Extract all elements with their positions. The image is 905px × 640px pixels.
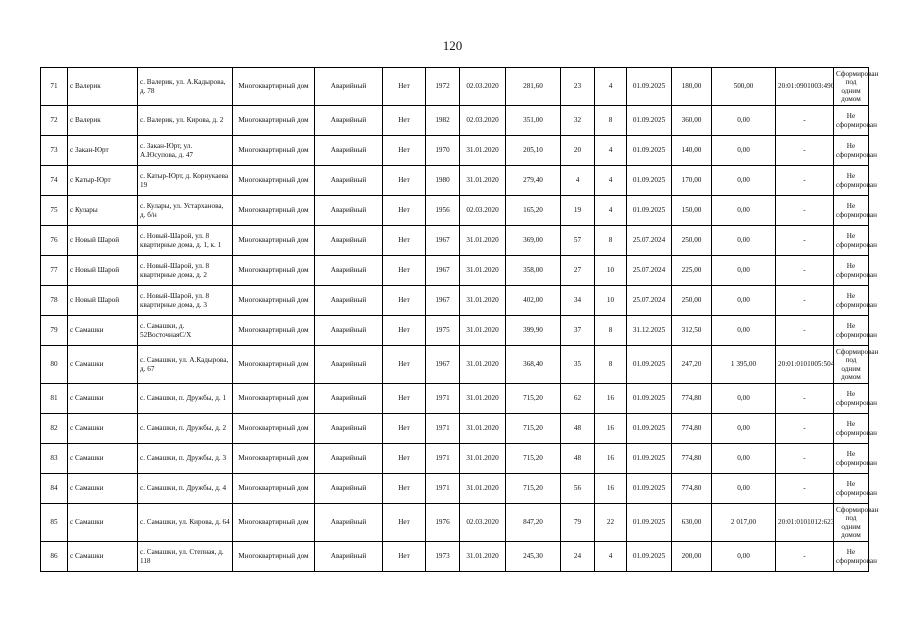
- row-number-cell: 84: [41, 474, 68, 504]
- flag-cell: Нет: [383, 286, 426, 316]
- value-2-cell: 0,00: [712, 316, 776, 346]
- year-built-cell: 1975: [426, 316, 460, 346]
- address-cell: с. Закан-Юрт, ул. А.Юсупова, д. 47: [138, 136, 233, 166]
- units-cell: 16: [595, 414, 627, 444]
- page-number: 120: [442, 38, 463, 53]
- year-built-cell: 1967: [426, 346, 460, 384]
- resettlement-date-cell: 01.09.2025: [627, 504, 672, 542]
- recognition-date-cell: 31.01.2020: [460, 474, 506, 504]
- table-row: [41, 384, 869, 414]
- address-cell: с. Самашки, ул. Степная, д. 118: [138, 542, 233, 572]
- area-cell: 245,30: [506, 542, 561, 572]
- row-number-cell: 73: [41, 136, 68, 166]
- status-cell: Аварийный: [315, 504, 383, 542]
- residents-cell: 57: [561, 226, 595, 256]
- cadastral-number-cell: -: [776, 166, 834, 196]
- cadastral-number-cell: -: [776, 136, 834, 166]
- table-row: [41, 414, 869, 444]
- building-type-cell: Многоквартирный дом: [233, 444, 315, 474]
- row-number-cell: 71: [41, 68, 68, 106]
- value-1-cell: 630,00: [672, 504, 712, 542]
- residents-cell: 24: [561, 542, 595, 572]
- building-type-cell: Многоквартирный дом: [233, 474, 315, 504]
- land-plot-status-cell: Не сформирован: [834, 256, 869, 286]
- settlement-cell: с Закан-Юрт: [68, 136, 138, 166]
- year-built-cell: 1973: [426, 542, 460, 572]
- row-number-cell: 74: [41, 166, 68, 196]
- year-built-cell: 1967: [426, 226, 460, 256]
- recognition-date-cell: 02.03.2020: [460, 106, 506, 136]
- building-type-cell: Многоквартирный дом: [233, 106, 315, 136]
- settlement-cell: с Новый Шарой: [68, 286, 138, 316]
- flag-cell: Нет: [383, 414, 426, 444]
- area-cell: 205,10: [506, 136, 561, 166]
- row-number-cell: 86: [41, 542, 68, 572]
- units-cell: 22: [595, 504, 627, 542]
- area-cell: 847,20: [506, 504, 561, 542]
- building-type-cell: Многоквартирный дом: [233, 136, 315, 166]
- status-cell: Аварийный: [315, 136, 383, 166]
- resettlement-date-cell: 01.09.2025: [627, 384, 672, 414]
- building-type-cell: Многоквартирный дом: [233, 256, 315, 286]
- building-type-cell: Многоквартирный дом: [233, 196, 315, 226]
- value-2-cell: 0,00: [712, 384, 776, 414]
- building-type-cell: Многоквартирный дом: [233, 286, 315, 316]
- table-row: [41, 226, 869, 256]
- row-number-cell: 80: [41, 346, 68, 384]
- value-1-cell: 225,00: [672, 256, 712, 286]
- recognition-date-cell: 31.01.2020: [460, 444, 506, 474]
- flag-cell: Нет: [383, 106, 426, 136]
- cadastral-number-cell: -: [776, 196, 834, 226]
- row-number-cell: 77: [41, 256, 68, 286]
- address-cell: с. Новый-Шарой, ул. 8 квартирные дома, д. 3: [138, 286, 233, 316]
- units-cell: 16: [595, 384, 627, 414]
- address-cell: с. Новый-Шарой, ул. 8 квартирные дома, д. 1, к. 1: [138, 226, 233, 256]
- residents-cell: 23: [561, 68, 595, 106]
- value-2-cell: 500,00: [712, 68, 776, 106]
- value-2-cell: 0,00: [712, 136, 776, 166]
- value-1-cell: 170,00: [672, 166, 712, 196]
- year-built-cell: 1976: [426, 504, 460, 542]
- status-cell: Аварийный: [315, 384, 383, 414]
- year-built-cell: 1967: [426, 286, 460, 316]
- value-1-cell: 250,00: [672, 286, 712, 316]
- units-cell: 4: [595, 136, 627, 166]
- area-cell: 715,20: [506, 414, 561, 444]
- value-1-cell: 250,00: [672, 226, 712, 256]
- units-cell: 8: [595, 106, 627, 136]
- units-cell: 10: [595, 286, 627, 316]
- building-type-cell: Многоквартирный дом: [233, 226, 315, 256]
- row-number-cell: 78: [41, 286, 68, 316]
- status-cell: Аварийный: [315, 226, 383, 256]
- settlement-cell: с Самашки: [68, 542, 138, 572]
- table-row: [41, 68, 869, 106]
- value-2-cell: 0,00: [712, 542, 776, 572]
- row-number-cell: 76: [41, 226, 68, 256]
- residents-cell: 34: [561, 286, 595, 316]
- flag-cell: Нет: [383, 196, 426, 226]
- row-number-cell: 81: [41, 384, 68, 414]
- value-2-cell: 0,00: [712, 196, 776, 226]
- settlement-cell: с Самашки: [68, 346, 138, 384]
- land-plot-status-cell: Не сформирован: [834, 226, 869, 256]
- flag-cell: Нет: [383, 166, 426, 196]
- address-cell: с. Самашки, д. 52ВосточнаяС/Х: [138, 316, 233, 346]
- cadastral-number-cell: -: [776, 542, 834, 572]
- settlement-cell: с Самашки: [68, 384, 138, 414]
- units-cell: 8: [595, 346, 627, 384]
- building-type-cell: Многоквартирный дом: [233, 414, 315, 444]
- year-built-cell: 1972: [426, 68, 460, 106]
- year-built-cell: 1971: [426, 474, 460, 504]
- row-number-cell: 85: [41, 504, 68, 542]
- recognition-date-cell: 31.01.2020: [460, 136, 506, 166]
- row-number-cell: 72: [41, 106, 68, 136]
- table-row: [41, 474, 869, 504]
- status-cell: Аварийный: [315, 542, 383, 572]
- cadastral-number-cell: -: [776, 414, 834, 444]
- settlement-cell: с Валерик: [68, 68, 138, 106]
- area-cell: 369,00: [506, 226, 561, 256]
- address-cell: с. Самашки, п. Дружбы, д. 3: [138, 444, 233, 474]
- flag-cell: Нет: [383, 474, 426, 504]
- cadastral-number-cell: 20:01:0101005:504: [776, 346, 834, 384]
- residents-cell: 62: [561, 384, 595, 414]
- residents-cell: 27: [561, 256, 595, 286]
- area-cell: 715,20: [506, 474, 561, 504]
- land-plot-status-cell: Не сформирован: [834, 286, 869, 316]
- address-cell: с. Валерик, ул. А.Кадырова, д. 78: [138, 68, 233, 106]
- recognition-date-cell: 02.03.2020: [460, 504, 506, 542]
- status-cell: Аварийный: [315, 316, 383, 346]
- cadastral-number-cell: 20:01:0101012:623: [776, 504, 834, 542]
- flag-cell: Нет: [383, 256, 426, 286]
- flag-cell: Нет: [383, 136, 426, 166]
- flag-cell: Нет: [383, 226, 426, 256]
- value-1-cell: 247,20: [672, 346, 712, 384]
- cadastral-number-cell: -: [776, 444, 834, 474]
- area-cell: 281,60: [506, 68, 561, 106]
- flag-cell: Нет: [383, 346, 426, 384]
- units-cell: 10: [595, 256, 627, 286]
- residents-cell: 32: [561, 106, 595, 136]
- table-row: [41, 106, 869, 136]
- settlement-cell: с Новый Шарой: [68, 226, 138, 256]
- address-cell: с. Самашки, ул. А.Кадырова, д. 67: [138, 346, 233, 384]
- resettlement-date-cell: 01.09.2025: [627, 414, 672, 444]
- area-cell: 715,20: [506, 384, 561, 414]
- status-cell: Аварийный: [315, 106, 383, 136]
- settlement-cell: с Кулары: [68, 196, 138, 226]
- residents-cell: 35: [561, 346, 595, 384]
- cadastral-number-cell: -: [776, 384, 834, 414]
- value-1-cell: 150,00: [672, 196, 712, 226]
- units-cell: 16: [595, 444, 627, 474]
- land-plot-status-cell: Не сформирован: [834, 474, 869, 504]
- address-cell: с. Самашки, ул. Кирова, д. 64: [138, 504, 233, 542]
- table-body: [41, 68, 879, 572]
- building-type-cell: Многоквартирный дом: [233, 316, 315, 346]
- address-cell: с. Катыр-Юрт, д. Корнукаева 19: [138, 166, 233, 196]
- resettlement-date-cell: 01.09.2025: [627, 166, 672, 196]
- cadastral-number-cell: -: [776, 474, 834, 504]
- value-1-cell: 312,50: [672, 316, 712, 346]
- settlement-cell: с Новый Шарой: [68, 256, 138, 286]
- recognition-date-cell: 31.01.2020: [460, 256, 506, 286]
- resettlement-date-cell: 01.09.2025: [627, 196, 672, 226]
- resettlement-date-cell: 25.07.2024: [627, 256, 672, 286]
- table-row: [41, 504, 869, 542]
- housing-registry-table: [40, 67, 879, 572]
- value-2-cell: 0,00: [712, 286, 776, 316]
- value-2-cell: 0,00: [712, 474, 776, 504]
- resettlement-date-cell: 01.09.2025: [627, 68, 672, 106]
- residents-cell: 19: [561, 196, 595, 226]
- table-row: [41, 136, 869, 166]
- table-row: [41, 316, 869, 346]
- cadastral-number-cell: -: [776, 286, 834, 316]
- year-built-cell: 1982: [426, 106, 460, 136]
- status-cell: Аварийный: [315, 444, 383, 474]
- cadastral-number-cell: 20:01:0901003:490: [776, 68, 834, 106]
- units-cell: 8: [595, 226, 627, 256]
- value-2-cell: 0,00: [712, 256, 776, 286]
- area-cell: 368,40: [506, 346, 561, 384]
- value-1-cell: 774,80: [672, 444, 712, 474]
- year-built-cell: 1970: [426, 136, 460, 166]
- table-row: [41, 346, 869, 384]
- land-plot-status-cell: Не сформирован: [834, 106, 869, 136]
- resettlement-date-cell: 01.09.2025: [627, 542, 672, 572]
- land-plot-status-cell: Не сформирован: [834, 414, 869, 444]
- recognition-date-cell: 31.01.2020: [460, 286, 506, 316]
- address-cell: с. Самашки, п. Дружбы, д. 2: [138, 414, 233, 444]
- settlement-cell: с Валерик: [68, 106, 138, 136]
- recognition-date-cell: 31.01.2020: [460, 226, 506, 256]
- value-2-cell: 0,00: [712, 106, 776, 136]
- row-number-cell: 82: [41, 414, 68, 444]
- status-cell: Аварийный: [315, 256, 383, 286]
- year-built-cell: 1971: [426, 444, 460, 474]
- land-plot-status-cell: Не сформирован: [834, 166, 869, 196]
- cadastral-number-cell: -: [776, 256, 834, 286]
- flag-cell: Нет: [383, 444, 426, 474]
- table-row: [41, 166, 869, 196]
- row-number-cell: 79: [41, 316, 68, 346]
- year-built-cell: 1971: [426, 414, 460, 444]
- table-row: [41, 286, 869, 316]
- units-cell: 4: [595, 542, 627, 572]
- value-1-cell: 774,80: [672, 474, 712, 504]
- value-1-cell: 140,00: [672, 136, 712, 166]
- settlement-cell: с Самашки: [68, 414, 138, 444]
- row-number-cell: 83: [41, 444, 68, 474]
- year-built-cell: 1956: [426, 196, 460, 226]
- status-cell: Аварийный: [315, 166, 383, 196]
- area-cell: 358,00: [506, 256, 561, 286]
- value-2-cell: 0,00: [712, 414, 776, 444]
- value-1-cell: 774,80: [672, 384, 712, 414]
- address-cell: с. Самашки, п. Дружбы, д. 4: [138, 474, 233, 504]
- value-1-cell: 180,00: [672, 68, 712, 106]
- table-row: [41, 444, 869, 474]
- building-type-cell: Многоквартирный дом: [233, 542, 315, 572]
- cadastral-number-cell: -: [776, 316, 834, 346]
- year-built-cell: 1967: [426, 256, 460, 286]
- building-type-cell: Многоквартирный дом: [233, 384, 315, 414]
- recognition-date-cell: 31.01.2020: [460, 166, 506, 196]
- recognition-date-cell: 31.01.2020: [460, 542, 506, 572]
- value-2-cell: 0,00: [712, 166, 776, 196]
- flag-cell: Нет: [383, 316, 426, 346]
- building-type-cell: Многоквартирный дом: [233, 68, 315, 106]
- building-type-cell: Многоквартирный дом: [233, 504, 315, 542]
- status-cell: Аварийный: [315, 346, 383, 384]
- value-2-cell: 2 017,00: [712, 504, 776, 542]
- units-cell: 4: [595, 68, 627, 106]
- recognition-date-cell: 02.03.2020: [460, 68, 506, 106]
- area-cell: 279,40: [506, 166, 561, 196]
- year-built-cell: 1980: [426, 166, 460, 196]
- resettlement-date-cell: 01.09.2025: [627, 136, 672, 166]
- table-row: [41, 542, 869, 572]
- residents-cell: 48: [561, 444, 595, 474]
- residents-cell: 56: [561, 474, 595, 504]
- land-plot-status-cell: Не сформирован: [834, 196, 869, 226]
- settlement-cell: с Самашки: [68, 444, 138, 474]
- recognition-date-cell: 31.01.2020: [460, 414, 506, 444]
- recognition-date-cell: 31.01.2020: [460, 384, 506, 414]
- units-cell: 16: [595, 474, 627, 504]
- cadastral-number-cell: -: [776, 106, 834, 136]
- value-1-cell: 200,00: [672, 542, 712, 572]
- land-plot-status-cell: Сформирован под одним домом: [834, 346, 869, 384]
- address-cell: с. Новый-Шарой, ул. 8 квартирные дома, д. 2: [138, 256, 233, 286]
- value-1-cell: 360,00: [672, 106, 712, 136]
- table-row: [41, 256, 869, 286]
- year-built-cell: 1971: [426, 384, 460, 414]
- recognition-date-cell: 31.01.2020: [460, 316, 506, 346]
- flag-cell: Нет: [383, 504, 426, 542]
- resettlement-date-cell: 25.07.2024: [627, 226, 672, 256]
- flag-cell: Нет: [383, 68, 426, 106]
- address-cell: с. Самашки, п. Дружбы, д. 1: [138, 384, 233, 414]
- address-cell: с. Кулары, ул. Устарханова, д. б/н: [138, 196, 233, 226]
- residents-cell: 48: [561, 414, 595, 444]
- address-cell: с. Валерик, ул. Кирова, д. 2: [138, 106, 233, 136]
- status-cell: Аварийный: [315, 196, 383, 226]
- land-plot-status-cell: Не сформирован: [834, 542, 869, 572]
- land-plot-status-cell: Не сформирован: [834, 444, 869, 474]
- units-cell: 8: [595, 316, 627, 346]
- value-2-cell: 1 395,00: [712, 346, 776, 384]
- value-2-cell: 0,00: [712, 226, 776, 256]
- area-cell: 402,00: [506, 286, 561, 316]
- settlement-cell: с Катыр-Юрт: [68, 166, 138, 196]
- flag-cell: Нет: [383, 384, 426, 414]
- area-cell: 715,20: [506, 444, 561, 474]
- value-1-cell: 774,80: [672, 414, 712, 444]
- residents-cell: 79: [561, 504, 595, 542]
- status-cell: Аварийный: [315, 474, 383, 504]
- resettlement-date-cell: 31.12.2025: [627, 316, 672, 346]
- area-cell: 399,90: [506, 316, 561, 346]
- status-cell: Аварийный: [315, 414, 383, 444]
- building-type-cell: Многоквартирный дом: [233, 166, 315, 196]
- land-plot-status-cell: Сформирован под одним домом: [834, 504, 869, 542]
- land-plot-status-cell: Не сформирован: [834, 316, 869, 346]
- table-row: [41, 196, 869, 226]
- recognition-date-cell: 02.03.2020: [460, 196, 506, 226]
- units-cell: 4: [595, 166, 627, 196]
- resettlement-date-cell: 01.09.2025: [627, 444, 672, 474]
- value-2-cell: 0,00: [712, 444, 776, 474]
- land-plot-status-cell: Не сформирован: [834, 136, 869, 166]
- resettlement-date-cell: 01.09.2025: [627, 346, 672, 384]
- recognition-date-cell: 31.01.2020: [460, 346, 506, 384]
- building-type-cell: Многоквартирный дом: [233, 346, 315, 384]
- area-cell: 165,20: [506, 196, 561, 226]
- land-plot-status-cell: Сформирован под одним домом: [834, 68, 869, 106]
- resettlement-date-cell: 01.09.2025: [627, 106, 672, 136]
- flag-cell: Нет: [383, 542, 426, 572]
- area-cell: 351,00: [506, 106, 561, 136]
- status-cell: Аварийный: [315, 286, 383, 316]
- settlement-cell: с Самашки: [68, 474, 138, 504]
- residents-cell: 4: [561, 166, 595, 196]
- row-number-cell: 75: [41, 196, 68, 226]
- residents-cell: 20: [561, 136, 595, 166]
- settlement-cell: с Самашки: [68, 504, 138, 542]
- land-plot-status-cell: Не сформирован: [834, 384, 869, 414]
- settlement-cell: с Самашки: [68, 316, 138, 346]
- cadastral-number-cell: -: [776, 226, 834, 256]
- units-cell: 4: [595, 196, 627, 226]
- resettlement-date-cell: 01.09.2025: [627, 474, 672, 504]
- residents-cell: 37: [561, 316, 595, 346]
- resettlement-date-cell: 25.07.2024: [627, 286, 672, 316]
- status-cell: Аварийный: [315, 68, 383, 106]
